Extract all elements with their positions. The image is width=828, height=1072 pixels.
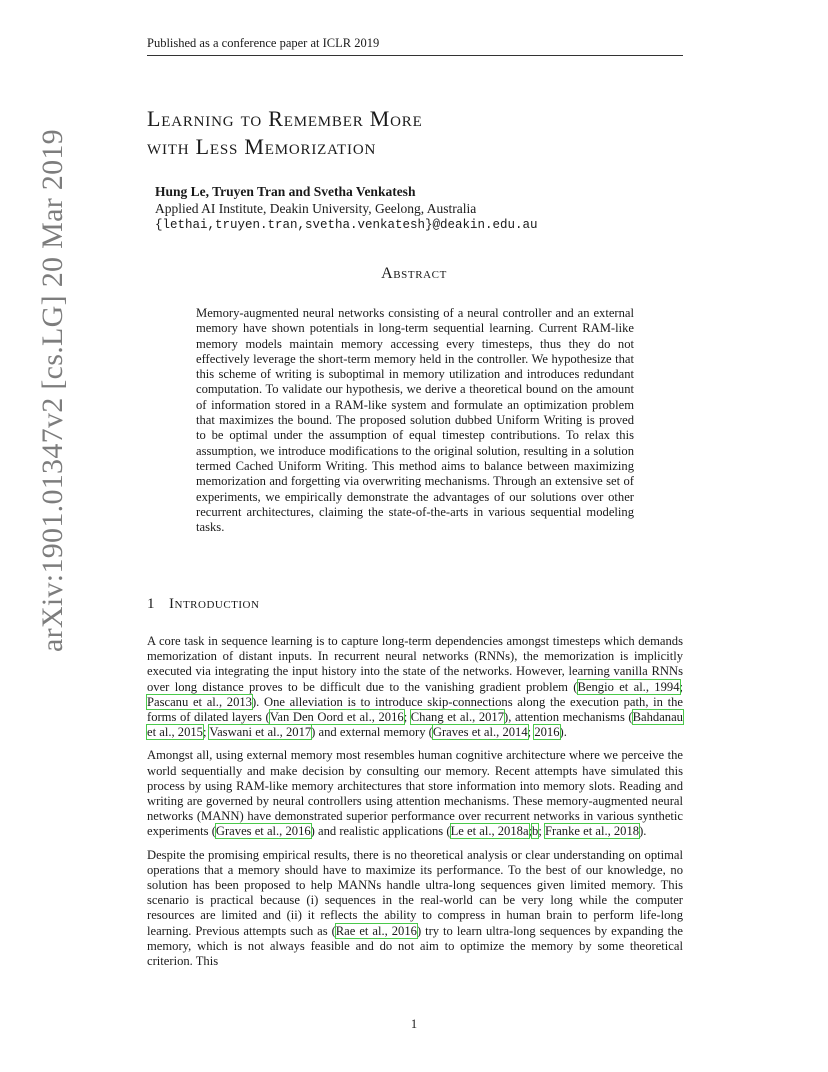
text-run: A core task in sequence learning is to capture long-term dependencies amongst timesteps which demands memorization of distant inputs. In recurrent neural networks (RNNs), the memorization is implicitly executed via integrating the input history into the state of the networks. However, learning vanilla RNNs over long distance proves to be difficult due to the vanishing gradient problem ( <box>147 634 683 694</box>
text-run: Despite the promising empirical results, there is no theoretical analysis or clear understanding on optimal operations that a memory should have to maximize its performance. To the best of our knowledge, no solution has been proposed to help MANNs handle ultra-long sequences given limited memory. This scenario is practical because (i) sequences in the real-world can be very long while the computer resources are limited and (ii) it reflects the ability to compress in human brain to perform life-long learning. Previous attempts such as ( <box>147 847 683 938</box>
author-affiliation: Applied AI Institute, Deakin University, Geelong, Australia <box>155 201 477 216</box>
running-header: Published as a conference paper at ICLR 2019 <box>147 36 683 56</box>
citation-link[interactable]: Graves et al., 2016 <box>215 824 311 839</box>
section-body <box>147 634 683 977</box>
text-run: ) and realistic applications ( <box>310 824 451 839</box>
text-run: Amongst all, using external memory most resembles human cognitive architecture where we perceive the world sequentially and make decision by consulting our memory. Recent attempts have simulated this process by using RAM-like memory architectures that store information into memory slots. Reading and writing are governed by neural controllers using attention mechanisms. These memory-augmented neural networks (MANN) have demonstrated superior performance over recurrent networks in various synthetic experiments ( <box>147 748 683 839</box>
citation-link[interactable]: Franke et al., 2018 <box>545 824 640 839</box>
title-line-1: Learning to Remember More <box>147 106 423 131</box>
citation-link[interactable]: Bahdanau et al., 2015 <box>147 710 683 740</box>
text-run: ). <box>639 824 647 839</box>
text-run: ) and external memory ( <box>311 725 433 740</box>
text-run: ). <box>559 725 567 740</box>
author-block <box>155 183 538 234</box>
citation-link[interactable]: 2016 <box>534 725 560 740</box>
citation-link[interactable]: Bengio et al., 1994 <box>577 679 680 694</box>
page-number: 1 <box>410 1017 418 1031</box>
citation-link[interactable]: Pascanu et al., 2013 <box>147 694 252 709</box>
abstract-heading: Abstract <box>381 265 447 282</box>
citation-link[interactable]: Graves et al., 2014 <box>432 725 528 740</box>
text-run: ; <box>403 710 411 725</box>
text-run: ) try to learn ultra-long sequences by expanding the memory, which is not always feasible and do not aim to optimize the memory by some theoretical criterion. This <box>147 923 683 969</box>
paragraph-3 <box>147 848 683 970</box>
text-run: ). One alleviation is to introduce skip-connections along the execution path, in the forms of dilated layers ( <box>147 694 684 725</box>
paragraph-1 <box>147 634 683 740</box>
paper-title <box>147 105 423 161</box>
citation-link[interactable]: b <box>532 824 539 839</box>
title-line-2: with Less Memorization <box>147 134 377 159</box>
text-run: ), attention mechanisms ( <box>504 710 633 725</box>
text-run: ; <box>528 824 533 839</box>
citation-link[interactable]: Vaswani et al., 2017 <box>209 725 312 740</box>
author-names: Hung Le, Truyen Tran and Svetha Venkatesh <box>155 184 416 199</box>
arxiv-stamp: arXiv:1901.01347v2 [cs.LG] 20 Mar 2019 <box>36 129 69 652</box>
text-run: ; <box>679 679 683 694</box>
paragraph-2 <box>147 748 683 839</box>
citation-link[interactable]: Chang et al., 2017 <box>410 710 505 725</box>
text-run: ; <box>538 824 545 839</box>
section-number: 1 <box>147 596 155 612</box>
text-run: ; <box>202 725 210 740</box>
author-email: {lethai,truyen.tran,svetha.venkatesh}@deakin.edu.au <box>155 218 538 232</box>
section-heading <box>147 596 259 613</box>
text-run: ; <box>527 725 535 740</box>
citation-link[interactable]: Van Den Oord et al., 2016 <box>269 710 404 725</box>
section-title: Introduction <box>169 596 260 612</box>
citation-link[interactable]: Le et al., 2018a <box>450 824 529 839</box>
citation-link[interactable]: Rae et al., 2016 <box>335 923 417 938</box>
abstract-text: Memory-augmented neural networks consisting of a neural controller and an external memory have shown potentials in long-term sequential learning. Current RAM-like memory models maintain memory accessing every timesteps, thus they do not effectively leverage the short-term memory held in the controller. We hypothesize that this scheme of writing is suboptimal in memory utilization and introduces redundant computation. To validate our hypothesis, we derive a theoretical bound on the amount of information stored in a RAM-like system and formulate an optimization problem that maximizes the bound. The proposed solution dubbed Uniform Writing is proved to be optimal under the assumption of equal timestep contributions. To relax this assumption, we introduce modifications to the original solution, resulting in a solution termed Cached Uniform Writing. This method aims to balance between maximizing memorization and forgetting via overwriting mechanisms. Through an extensive set of experiments, we empirically demonstrate the advantages of our solutions over other recurrent architectures, claiming the state-of-the-arts in various sequential modeling tasks. <box>196 306 634 535</box>
